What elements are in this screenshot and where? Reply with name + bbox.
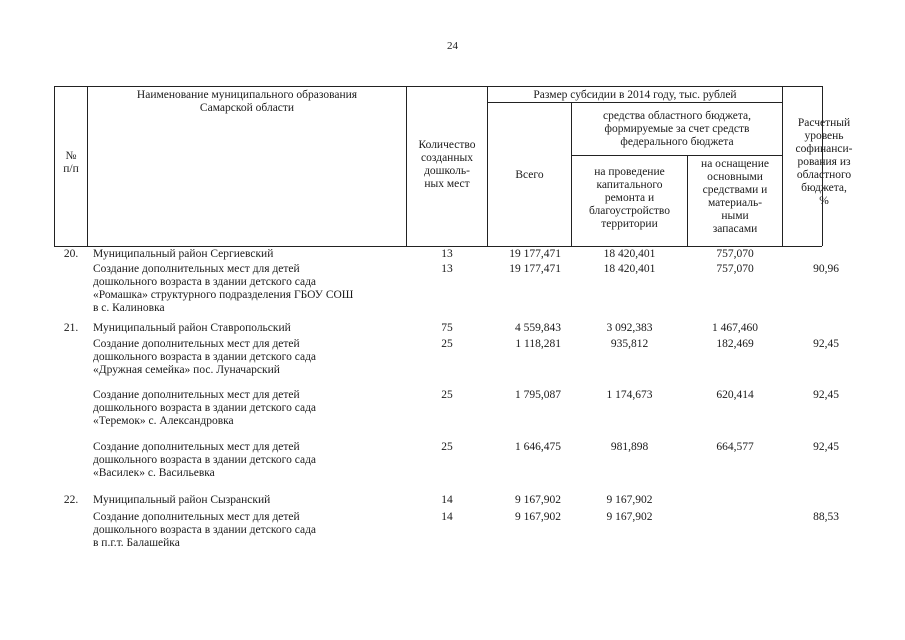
header-rate: Расчетный уровень софинанси- рования из областного бюджета, %	[795, 117, 853, 207]
header-federal-line	[571, 155, 782, 156]
row-equipment: 757,070	[716, 248, 754, 260]
row-equipment: 757,070	[716, 263, 754, 275]
row-equipment: 182,469	[716, 338, 754, 350]
row-repair: 18 420,401	[603, 263, 656, 275]
row-places: 13	[441, 263, 453, 275]
row-places: 25	[441, 338, 453, 350]
row-rate: 88,53	[813, 511, 839, 523]
row-repair: 981,898	[610, 441, 649, 453]
row-places: 14	[441, 494, 453, 506]
header-federal: средства областного бюджета, формируемые за счет средств федерального бюджета	[602, 110, 752, 148]
row-repair: 935,812	[610, 338, 649, 350]
row-total: 4 559,843	[515, 322, 561, 334]
row-repair: 1 174,673	[606, 389, 653, 401]
header-total: Всего	[515, 169, 544, 181]
row-total: 1 118,281	[515, 338, 561, 350]
header-repair: на проведение капитального ремонта и благоустройство территории	[588, 166, 671, 230]
header-name: Наименование муниципального образования Самарской области	[136, 89, 358, 114]
row-total: 19 177,471	[509, 263, 561, 275]
header-equipment: на оснащение основными средствами и материаль- ными запасами	[701, 158, 769, 235]
header-top-line	[54, 86, 822, 87]
row-name: Муниципальный район Сергиевский	[93, 248, 274, 260]
header-places: Количество созданных дошколь- ных мест	[418, 139, 476, 190]
row-rate: 90,96	[813, 263, 839, 275]
row-name: Создание дополнительных мест для детей дошкольного возраста в здании детского сада «Ромашка» структурного подразделения ГБОУ СОШ в с. Калиновка	[93, 263, 354, 314]
header-subsidy-line	[487, 102, 782, 103]
row-total: 1 795,087	[515, 389, 561, 401]
row-rate: 92,45	[813, 441, 839, 453]
row-places: 13	[441, 248, 453, 260]
row-repair: 3 092,383	[606, 322, 653, 334]
row-equipment: 664,577	[716, 441, 754, 453]
row-num: 20.	[63, 248, 79, 260]
row-repair: 9 167,902	[606, 494, 653, 506]
row-name: Создание дополнительных мест для детей дошкольного возраста в здании детского сада «Василек» с. Васильевка	[93, 441, 317, 479]
row-name: Создание дополнительных мест для детей дошкольного возраста в здании детского сада «Дружная семейка» пос. Луначарский	[93, 338, 317, 376]
row-total: 19 177,471	[509, 248, 561, 260]
row-places: 25	[441, 441, 453, 453]
row-rate: 92,45	[813, 389, 839, 401]
row-total: 1 646,475	[515, 441, 561, 453]
row-places: 75	[441, 322, 453, 334]
row-name: Муниципальный район Ставропольский	[93, 322, 291, 334]
row-places: 25	[441, 389, 453, 401]
header-num: № п/п	[63, 150, 79, 175]
row-total: 9 167,902	[515, 494, 561, 506]
row-repair: 9 167,902	[606, 511, 653, 523]
row-num: 21.	[63, 322, 79, 334]
row-name: Создание дополнительных мест для детей дошкольного возраста в здании детского сада «Теремок» с. Александровка	[93, 389, 317, 427]
header-col-line-3	[487, 86, 488, 246]
row-name: Создание дополнительных мест для детей дошкольного возраста в здании детского сада в п.г.т. Балашейка	[93, 511, 317, 549]
row-name: Муниципальный район Сызранский	[93, 494, 271, 506]
header-subsidy: Размер субсидии в 2014 году, тыс. рублей	[533, 89, 737, 101]
page-number: 24	[447, 40, 458, 52]
row-num: 22.	[63, 494, 79, 506]
header-bottom-line	[54, 246, 822, 247]
row-equipment: 620,414	[716, 389, 754, 401]
row-equipment: 1 467,460	[712, 322, 758, 334]
row-rate: 92,45	[813, 338, 839, 350]
row-places: 14	[441, 511, 453, 523]
row-repair: 18 420,401	[603, 248, 656, 260]
row-total: 9 167,902	[515, 511, 561, 523]
